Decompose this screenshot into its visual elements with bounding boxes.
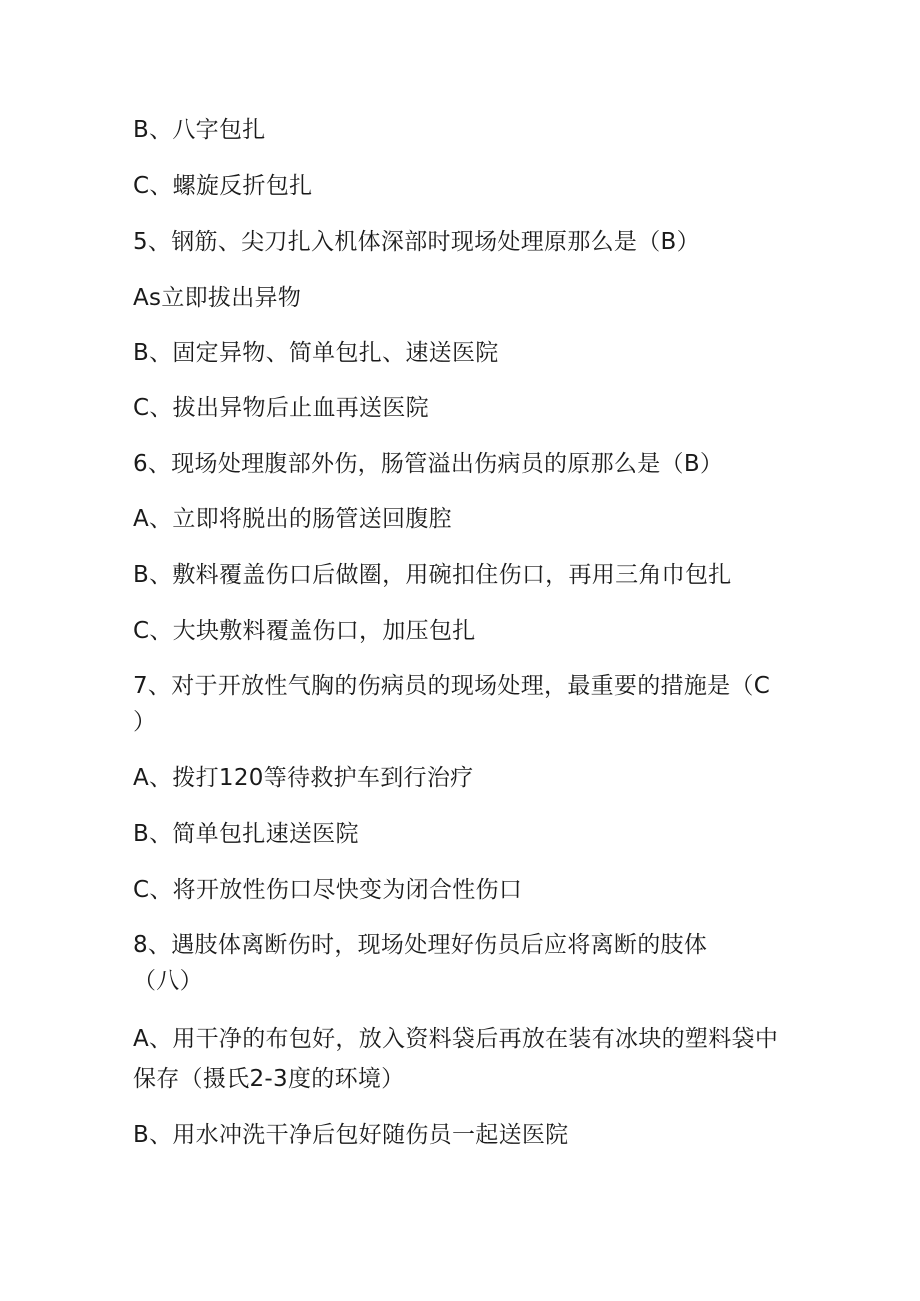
question-5-option-c: C、拔出异物后止血再送医院 xyxy=(133,395,429,421)
question-7-option-c: C、将开放性伤口尽快变为闭合性伤口 xyxy=(133,877,523,903)
question-7-option-a: A、拨打120等待救护车到行治疗 xyxy=(133,765,474,791)
question-8-option-a-continuation: 保存（摄氏2-3度的环境） xyxy=(133,1066,405,1092)
question-6-option-a: A、立即将脱出的肠管送回腹腔 xyxy=(133,506,452,532)
question-8-answer: （八） xyxy=(133,968,203,994)
question-7: 7、对于开放性气胸的伤病员的现场处理，最重要的措施是（C xyxy=(133,673,771,699)
question-8-option-a: A、用干净的布包好，放入资料袋后再放在装有冰块的塑料袋中 xyxy=(133,1026,779,1052)
option-b-figure-eight-bandage: B、八字包扎 xyxy=(133,117,266,143)
question-8-option-b: B、用水冲洗干净后包好随伤员一起送医院 xyxy=(133,1122,569,1148)
question-8: 8、遇肢体离断伤时，现场处理好伤员后应将离断的肢体 xyxy=(133,932,708,958)
question-6: 6、现场处理腹部外伤，肠管溢出伤病员的原那么是（B） xyxy=(133,451,724,477)
question-6-option-c: C、大块敷料覆盖伤口，加压包扎 xyxy=(133,618,476,644)
question-5-option-b: B、固定异物、简单包扎、速送医院 xyxy=(133,340,499,366)
question-7-option-b: B、简单包扎速送医院 xyxy=(133,821,359,847)
option-c-spiral-reverse-bandage: C、螺旋反折包扎 xyxy=(133,173,313,199)
question-5: 5、钢筋、尖刀扎入机体深部时现场处理原那么是（B） xyxy=(133,229,700,255)
question-5-option-a: As立即拔出异物 xyxy=(133,285,302,311)
question-6-option-b: B、敷料覆盖伤口后做圈，用碗扣住伤口，再用三角巾包扎 xyxy=(133,562,732,588)
question-7-continuation: ） xyxy=(133,709,157,735)
